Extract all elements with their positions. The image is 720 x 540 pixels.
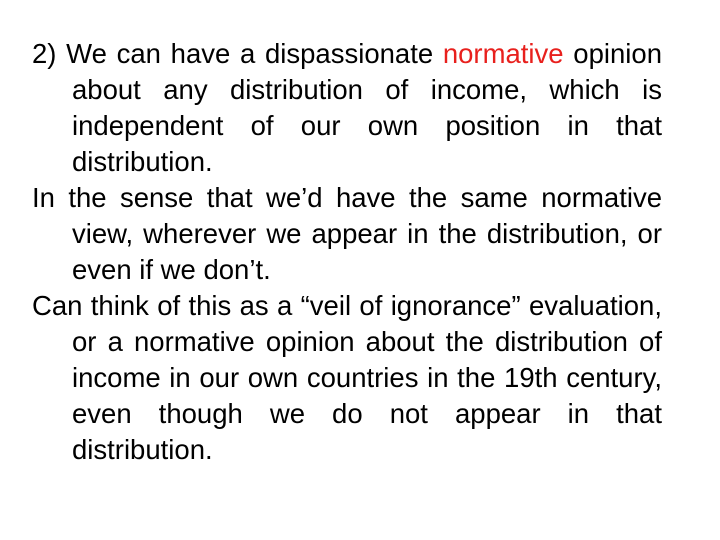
paragraph-veil-of-ignorance: Can think of this as a “veil of ignorance” evaluation, or a normative opinion about the distribution of income in our own countries in the 19th century, even though we do not appear in that distribution. (32, 290, 662, 465)
paragraph-1-start: 2) We can have a dispassionate (32, 38, 443, 69)
paragraph-1-end: opinion about any distribution of income, which is independent of our own position in that distribution. (72, 38, 662, 177)
paragraph-normative-opinion (32, 36, 662, 180)
slide-body-text (32, 36, 662, 468)
highlighted-term-normative: normative (442, 38, 564, 69)
paragraph-same-normative-view: In the sense that we’d have the same normative view, wherever we appear in the distribution, or even if we don’t. (32, 182, 662, 285)
